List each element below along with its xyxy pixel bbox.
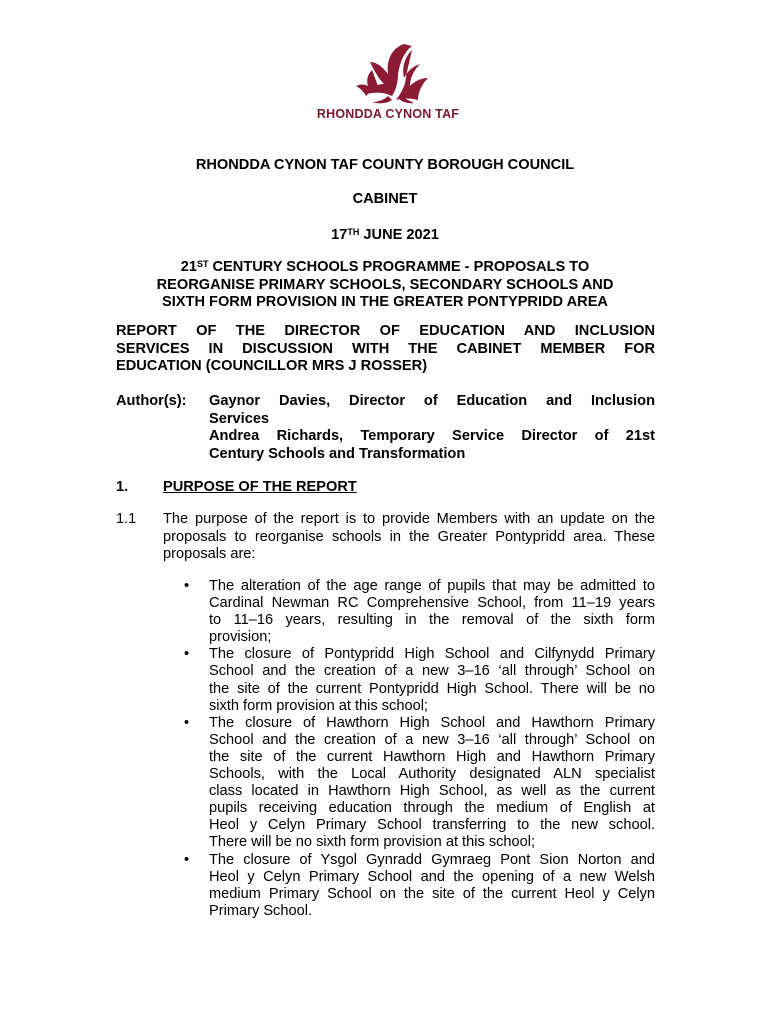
- logo-org-name: RHONDDA CYNON TAF: [316, 107, 460, 121]
- list-item-line: provision;: [209, 629, 272, 646]
- paragraph-line: proposals are:: [163, 546, 256, 562]
- section-number: 1.: [116, 479, 129, 495]
- report-of-line: REPORT OF THE DIRECTOR OF EDUCATION AND INCLUSION: [116, 323, 655, 339]
- paragraph-text: [163, 511, 655, 564]
- list-item-line: the site of the current Hawthorn High and Hawthorn Primary: [209, 748, 655, 765]
- authors-list: [209, 393, 655, 463]
- bullet-icon: •: [184, 578, 190, 594]
- list-item: [186, 578, 655, 646]
- bullet-icon: •: [184, 851, 190, 868]
- paragraph-number: 1.1: [116, 511, 137, 527]
- title-line1-rest: CENTURY SCHOOLS PROGRAMME - PROPOSALS TO: [208, 259, 590, 275]
- list-item-line: pupils receiving education through the medium of English at: [209, 800, 655, 817]
- title-num: 21: [180, 259, 197, 275]
- author-line: Andrea Richards, Temporary Service Director of 21st: [209, 428, 655, 444]
- report-of-line: EDUCATION (COUNCILLOR MRS J ROSSER): [116, 358, 428, 374]
- author-line: Services: [209, 410, 270, 427]
- report-title-line-1: [115, 259, 655, 277]
- list-item-line: Cardinal Newman RC Comprehensive School, from 11–19 years: [209, 595, 655, 612]
- date-rest: JUNE 2021: [359, 227, 439, 243]
- list-item-line: The closure of Pontypridd High School and Cilfynydd Primary: [209, 646, 655, 663]
- paragraph-line: The purpose of the report is to provide Members with an update on the: [163, 511, 655, 527]
- list-item-line: Heol y Celyn Primary School transferring to the new school.: [209, 817, 655, 834]
- author-line: Century Schools and Transformation: [209, 445, 466, 462]
- section-title: PURPOSE OF THE REPORT: [163, 479, 357, 495]
- council-logo: [312, 40, 464, 128]
- report-of: [116, 323, 655, 376]
- meeting-date: [115, 227, 655, 245]
- title-suffix: ST: [196, 259, 209, 269]
- list-item-line: Heol y Celyn Primary School and the opening of a new Welsh: [209, 868, 655, 885]
- list-item-line: sixth form provision at this school;: [209, 697, 428, 714]
- list-item: [186, 646, 655, 714]
- list-item-line: medium Primary School on the site of the current Heol y Celyn: [209, 885, 655, 902]
- paragraph-line: proposals to reorganise schools in the Greater Pontypridd area. These: [163, 528, 655, 545]
- proposals-list: [186, 578, 655, 920]
- bullet-icon: •: [184, 714, 190, 731]
- list-item-line: the site of the current Pontypridd High School. There will be no: [209, 680, 655, 697]
- list-item-line: to 11–16 years, resulting in the removal of the sixth form: [209, 612, 655, 629]
- dragon-emblem-icon: [312, 40, 464, 106]
- report-title-line-2: REORGANISE PRIMARY SCHOOLS, SECONDARY SCHOOLS AND: [156, 276, 614, 293]
- date-suffix: TH: [347, 227, 360, 237]
- bullet-icon: •: [184, 646, 190, 663]
- list-item-line: There will be no sixth form provision at this school;: [209, 834, 536, 851]
- list-item-line: Schools, with the Local Authority designated ALN specialist: [209, 766, 655, 783]
- report-title: [115, 259, 655, 312]
- date-day: 17: [331, 227, 348, 243]
- list-item-line: School and the creation of a new 3–16 ‘all through’ School on: [209, 663, 655, 680]
- list-item-line: School and the creation of a new 3–16 ‘all through’ School on: [209, 731, 655, 748]
- list-item: [186, 715, 655, 852]
- list-item: [186, 852, 655, 920]
- meeting-name: CABINET: [352, 191, 418, 207]
- list-item-line: The closure of Ysgol Gynradd Gymraeg Pont Sion Norton and: [209, 851, 655, 868]
- list-item-line: The closure of Hawthorn High School and Hawthorn Primary: [209, 714, 655, 731]
- authors-label: Author(s):: [116, 393, 187, 409]
- list-item-line: The alteration of the age range of pupils that may be admitted to: [209, 578, 655, 594]
- report-of-line: SERVICES IN DISCUSSION WITH THE CABINET MEMBER FOR: [116, 340, 655, 357]
- list-item-line: Primary School.: [209, 902, 312, 919]
- list-item-line: class located in Hawthorn High School, as well as the current: [209, 783, 655, 800]
- report-title-line-3: SIXTH FORM PROVISION IN THE GREATER PONTYPRIDD AREA: [162, 294, 608, 310]
- author-line: Gaynor Davies, Director of Education and Inclusion: [209, 393, 655, 409]
- council-name: RHONDDA CYNON TAF COUNTY BOROUGH COUNCIL: [195, 157, 575, 173]
